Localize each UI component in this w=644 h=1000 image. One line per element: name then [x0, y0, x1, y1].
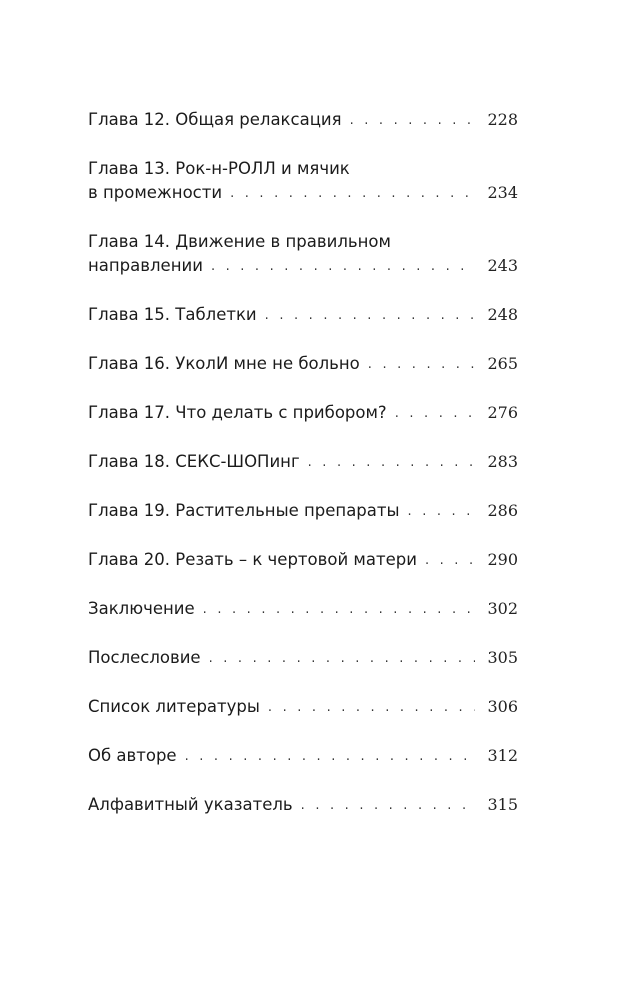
dot-leader: [268, 696, 476, 720]
toc-entry-title: Алфавитный указатель: [88, 795, 293, 814]
toc-entry-line: [88, 303, 518, 329]
toc-entry-page-number: 283: [487, 452, 518, 471]
toc-entry-line: [88, 744, 518, 770]
toc-entry-chapter-18: [88, 450, 518, 476]
toc-entry-line: [88, 548, 518, 574]
toc-entry-page-number: 305: [487, 648, 518, 667]
toc-entry-chapter-12: [88, 108, 518, 134]
toc-entry-bibliography: [88, 695, 518, 721]
dot-leader: [408, 500, 476, 524]
toc-entry-page-number: 276: [487, 403, 518, 422]
toc-entry-title: Глава 12. Общая релаксация: [88, 110, 342, 129]
dot-leader: [350, 109, 476, 133]
toc-entry-title: в промежности: [88, 183, 223, 202]
toc-entry-chapter-13: [88, 157, 518, 207]
toc-entry-title: Глава 16. УколИ мне не больно: [88, 354, 360, 373]
toc-entry-title: Глава 20. Резать – к чертовой матери: [88, 550, 417, 569]
dot-leader: [368, 353, 476, 377]
toc-entry-title: Глава 18. СЕКС-ШОПинг: [88, 452, 300, 471]
toc-entry-chapter-16: [88, 352, 518, 378]
toc-entry-page-number: 248: [487, 305, 518, 324]
toc-entry-title: Заключение: [88, 599, 195, 618]
dot-leader: [209, 647, 476, 671]
toc-entry-chapter-20: [88, 548, 518, 574]
dot-leader: [230, 182, 475, 206]
toc-entry-page-number: 234: [487, 183, 518, 202]
toc-entry-title: Глава 17. Что делать с прибором?: [88, 403, 387, 422]
table-of-contents: [88, 108, 518, 819]
toc-entry-chapter-19: [88, 499, 518, 525]
toc-entry-index: [88, 793, 518, 819]
toc-entry-line: [88, 597, 518, 623]
toc-entry-title: Глава 15. Таблетки: [88, 305, 257, 324]
toc-entry-line: [88, 695, 518, 721]
toc-entry-line: [88, 450, 518, 476]
toc-entry-line: [88, 254, 518, 280]
toc-entry-title: Список литературы: [88, 697, 260, 716]
toc-entry-title: Глава 19. Растительные препараты: [88, 501, 400, 520]
toc-entry-page-number: 228: [487, 110, 518, 129]
toc-entry-page-number: 290: [487, 550, 518, 569]
toc-entry-about-author: [88, 744, 518, 770]
toc-entry-line: [88, 499, 518, 525]
toc-entry-page-number: 265: [487, 354, 518, 373]
dot-leader: [395, 402, 476, 426]
toc-entry-line: [88, 401, 518, 427]
toc-entry-chapter-15: [88, 303, 518, 329]
toc-entry-line: [88, 793, 518, 819]
dot-leader: [203, 598, 476, 622]
toc-entry-page-number: 312: [487, 746, 518, 765]
dot-leader: [211, 255, 476, 279]
toc-entry-line: [88, 108, 518, 134]
dot-leader: [301, 794, 476, 818]
toc-entry-title-first-line: Глава 13. Рок-н-РОЛЛ и мячик: [88, 159, 350, 178]
toc-entry-title-first-line: Глава 14. Движение в правильном: [88, 232, 391, 251]
toc-entry-afterword: [88, 646, 518, 672]
toc-entry-line: [88, 181, 518, 207]
dot-leader: [308, 451, 476, 475]
toc-entry-chapter-17: [88, 401, 518, 427]
toc-entry-page-number: 306: [487, 697, 518, 716]
toc-entry-chapter-14: [88, 230, 518, 280]
dot-leader: [265, 304, 476, 328]
toc-entry-page-number: 302: [487, 599, 518, 618]
toc-entry-line: [88, 646, 518, 672]
toc-entry-conclusion: [88, 597, 518, 623]
toc-entry-title: Об авторе: [88, 746, 177, 765]
toc-entry-title: направлении: [88, 256, 203, 275]
toc-entry-title: Послесловие: [88, 648, 201, 667]
toc-entry-page-number: 315: [487, 795, 518, 814]
toc-entry-page-number: 243: [487, 256, 518, 275]
toc-entry-line: [88, 352, 518, 378]
dot-leader: [425, 549, 476, 573]
toc-entry-page-number: 286: [487, 501, 518, 520]
dot-leader: [185, 745, 476, 769]
